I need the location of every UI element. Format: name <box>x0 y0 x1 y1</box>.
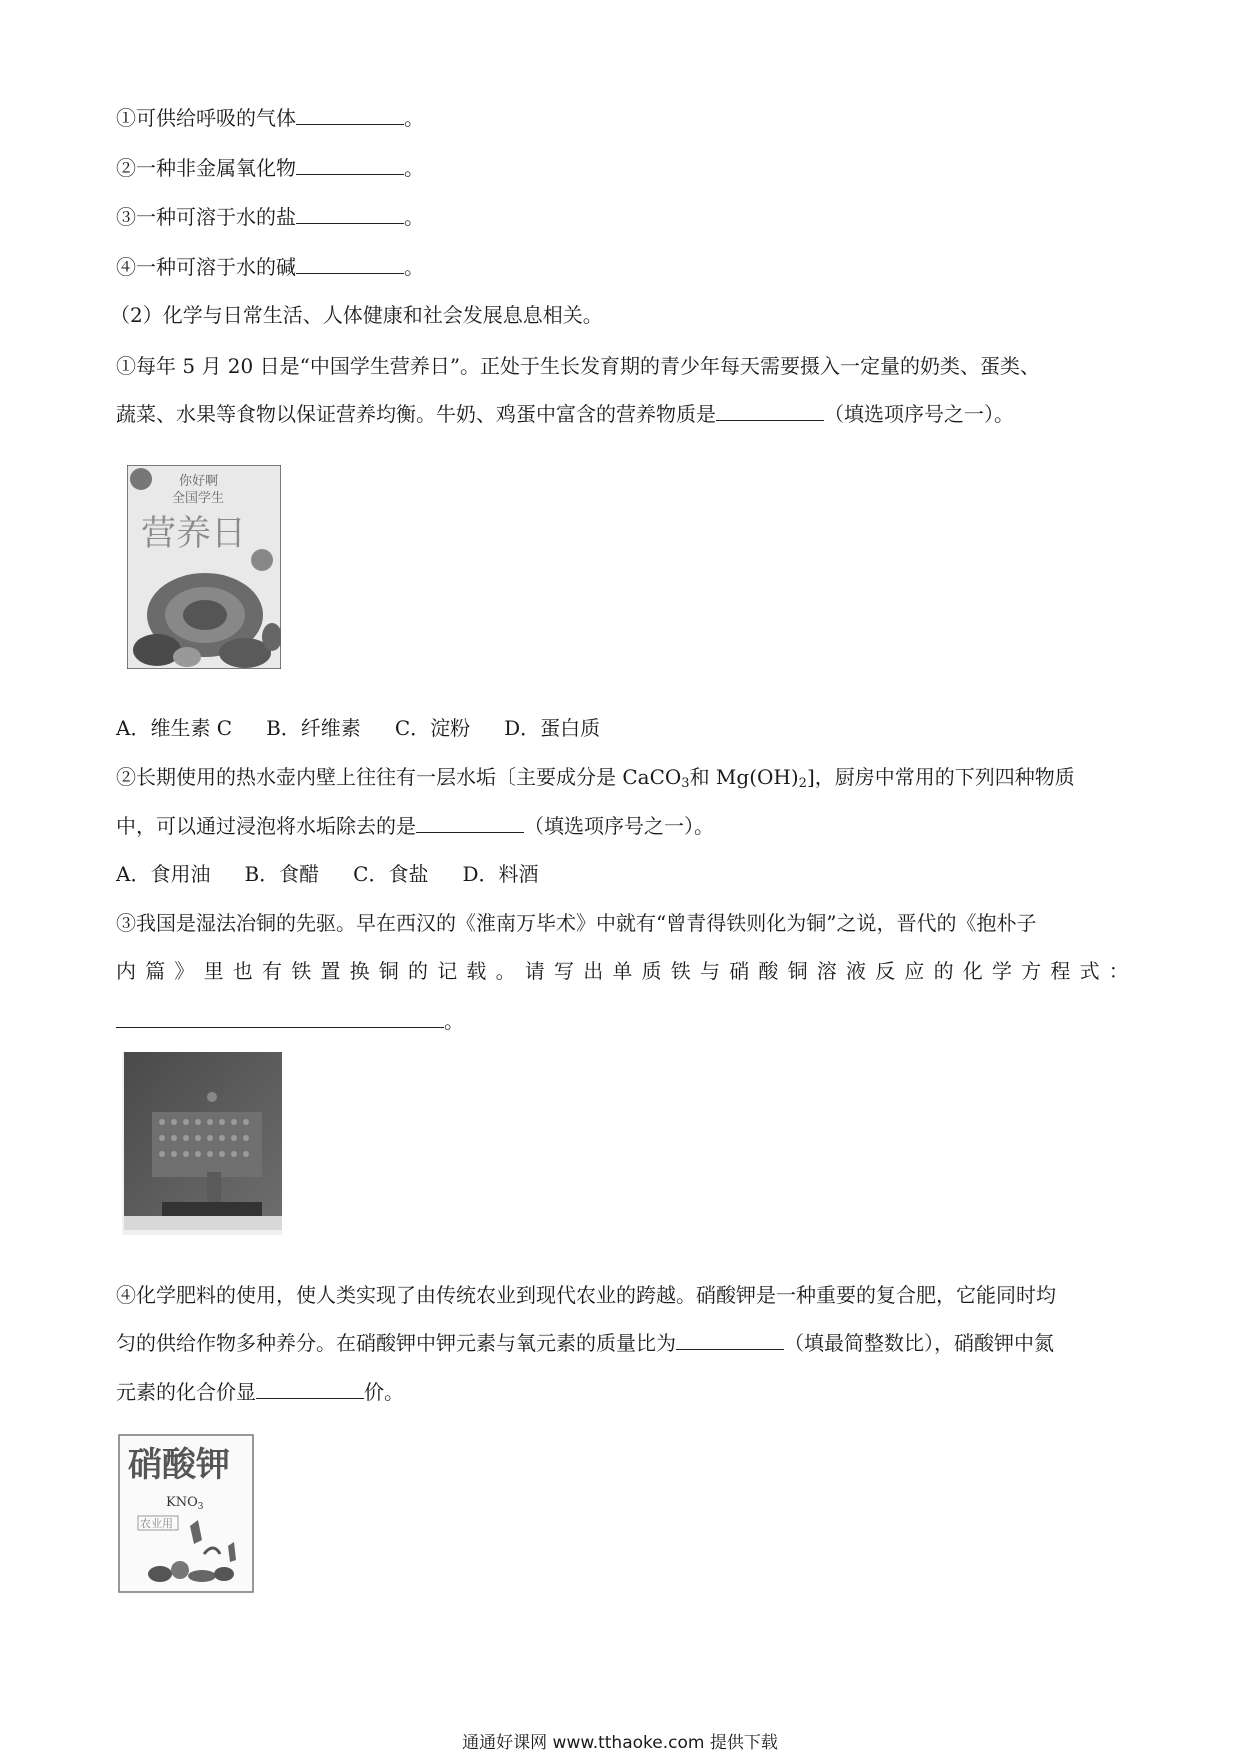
period: 。 <box>404 205 424 229</box>
q2-p1-line2-hint: （填选项序号之一）。 <box>824 402 1014 426</box>
q2-p2-line1-text-b: 和 Mg(OH) <box>689 765 799 789</box>
q1-item-3-text: ③一种可溶于水的盐 <box>116 205 296 229</box>
period: 。 <box>404 106 424 130</box>
q2-p2-line1-text-c: ]，厨房中常用的下列四种物质 <box>806 765 1075 789</box>
nutrition-day-poster-image <box>127 465 281 669</box>
q2-p2-line2 <box>116 812 1126 840</box>
option-d[interactable]: D．料酒 <box>462 862 539 886</box>
q2-p1-options <box>116 714 1126 742</box>
potassium-nitrate-bag-image <box>118 1434 254 1593</box>
answer-blank[interactable] <box>676 1329 784 1350</box>
answer-blank[interactable] <box>116 1007 444 1028</box>
poster-small-text-2: 全国学生 <box>172 491 225 506</box>
answer-blank[interactable] <box>716 400 824 421</box>
q2-p1-line2 <box>116 400 1126 428</box>
answer-blank[interactable] <box>416 812 524 833</box>
q2-p3-line2: 内篇》里也有铁置换铜的记载。请写出单质铁与硝酸铜溶液反应的化学方程式： <box>116 959 1138 983</box>
q2-p2-line1-text-a: ②长期使用的热水壶内壁上往往有一层水垢〔主要成分是 CaCO <box>116 765 682 789</box>
option-b[interactable]: B．纤维素 <box>266 716 361 740</box>
q2-p2-line2-text: 中，可以通过浸泡将水垢除去的是 <box>116 814 416 838</box>
q1-item-1-text: ①可供给呼吸的气体 <box>116 106 296 130</box>
period: 。 <box>444 1009 464 1033</box>
option-d[interactable]: D．蛋白质 <box>504 716 601 740</box>
q1-item-2 <box>116 154 1126 182</box>
q2-p4-line3 <box>116 1378 1126 1406</box>
q2-p1-line1: ①每年 5 月 20 日是“中国学生营养日”。正处于生长发育期的青少年每天需要摄入一定量的奶类、蛋类、 <box>116 354 1041 378</box>
q1-item-2-text: ②一种非金属氧化物 <box>116 156 296 180</box>
poster-title: 营养日 <box>141 514 247 554</box>
q2-p2-line1 <box>116 763 1126 791</box>
option-c[interactable]: C．淀粉 <box>394 716 471 740</box>
bronze-artifact-image <box>122 1052 282 1235</box>
q2-p4-line3-end: 价。 <box>364 1380 404 1404</box>
answer-blank[interactable] <box>296 253 404 274</box>
subscript: 3 <box>681 776 690 791</box>
q1-item-4-text: ④一种可溶于水的碱 <box>116 255 296 279</box>
q2-p3-line3 <box>116 1007 1126 1035</box>
option-b[interactable]: B．食醋 <box>244 862 320 886</box>
bag-label: 农业用 <box>140 1517 173 1530</box>
bag-formula: $KNO_3$ <box>166 1495 204 1512</box>
option-a[interactable]: A．维生素 C <box>116 716 233 740</box>
answer-blank[interactable] <box>256 1378 364 1399</box>
q2-p3-line1: ③我国是湿法冶铜的先驱。早在西汉的《淮南万毕术》中就有“曾青得铁则化为铜”之说，晋代的《抱朴子 <box>116 911 1037 935</box>
q2-p2-options <box>116 860 1126 888</box>
page-footer: 通通好课网 www.tthaoke.com 提供下载 <box>462 1733 778 1753</box>
q2-p4-line1: ④化学肥料的使用，使人类实现了由传统农业到现代农业的跨越。硝酸钾是一种重要的复合肥，它能同时均 <box>116 1283 1056 1307</box>
answer-blank[interactable] <box>296 203 404 224</box>
poster-small-text-1: 你好啊 <box>179 474 219 489</box>
bag-title: 硝酸钾 <box>128 1445 230 1485</box>
period: 。 <box>404 156 424 180</box>
option-c[interactable]: C．食盐 <box>353 862 429 886</box>
q1-item-1 <box>116 104 1126 132</box>
answer-blank[interactable] <box>296 104 404 125</box>
answer-blank[interactable] <box>296 154 404 175</box>
subscript: 2 <box>798 776 807 791</box>
q1-item-3 <box>116 203 1126 231</box>
q2-p4-line2-text: 匀的供给作物多种养分。在硝酸钾中钾元素与氧元素的质量比为 <box>116 1331 676 1355</box>
q2-p4-line2 <box>116 1329 1126 1357</box>
q2-p4-line3-text: 元素的化合价显 <box>116 1380 256 1404</box>
q2-p2-line2-hint: （填选项序号之一）。 <box>524 814 714 838</box>
q2-intro: （2）化学与日常生活、人体健康和社会发展息息相关。 <box>110 303 603 327</box>
q1-item-4 <box>116 253 1126 281</box>
period: 。 <box>404 255 424 279</box>
option-a[interactable]: A．食用油 <box>116 862 211 886</box>
q2-p1-line2-text: 蔬菜、水果等食物以保证营养均衡。牛奶、鸡蛋中富含的营养物质是 <box>116 402 716 426</box>
q2-p4-line2-hint: （填最简整数比），硝酸钾中氮 <box>784 1331 1054 1355</box>
